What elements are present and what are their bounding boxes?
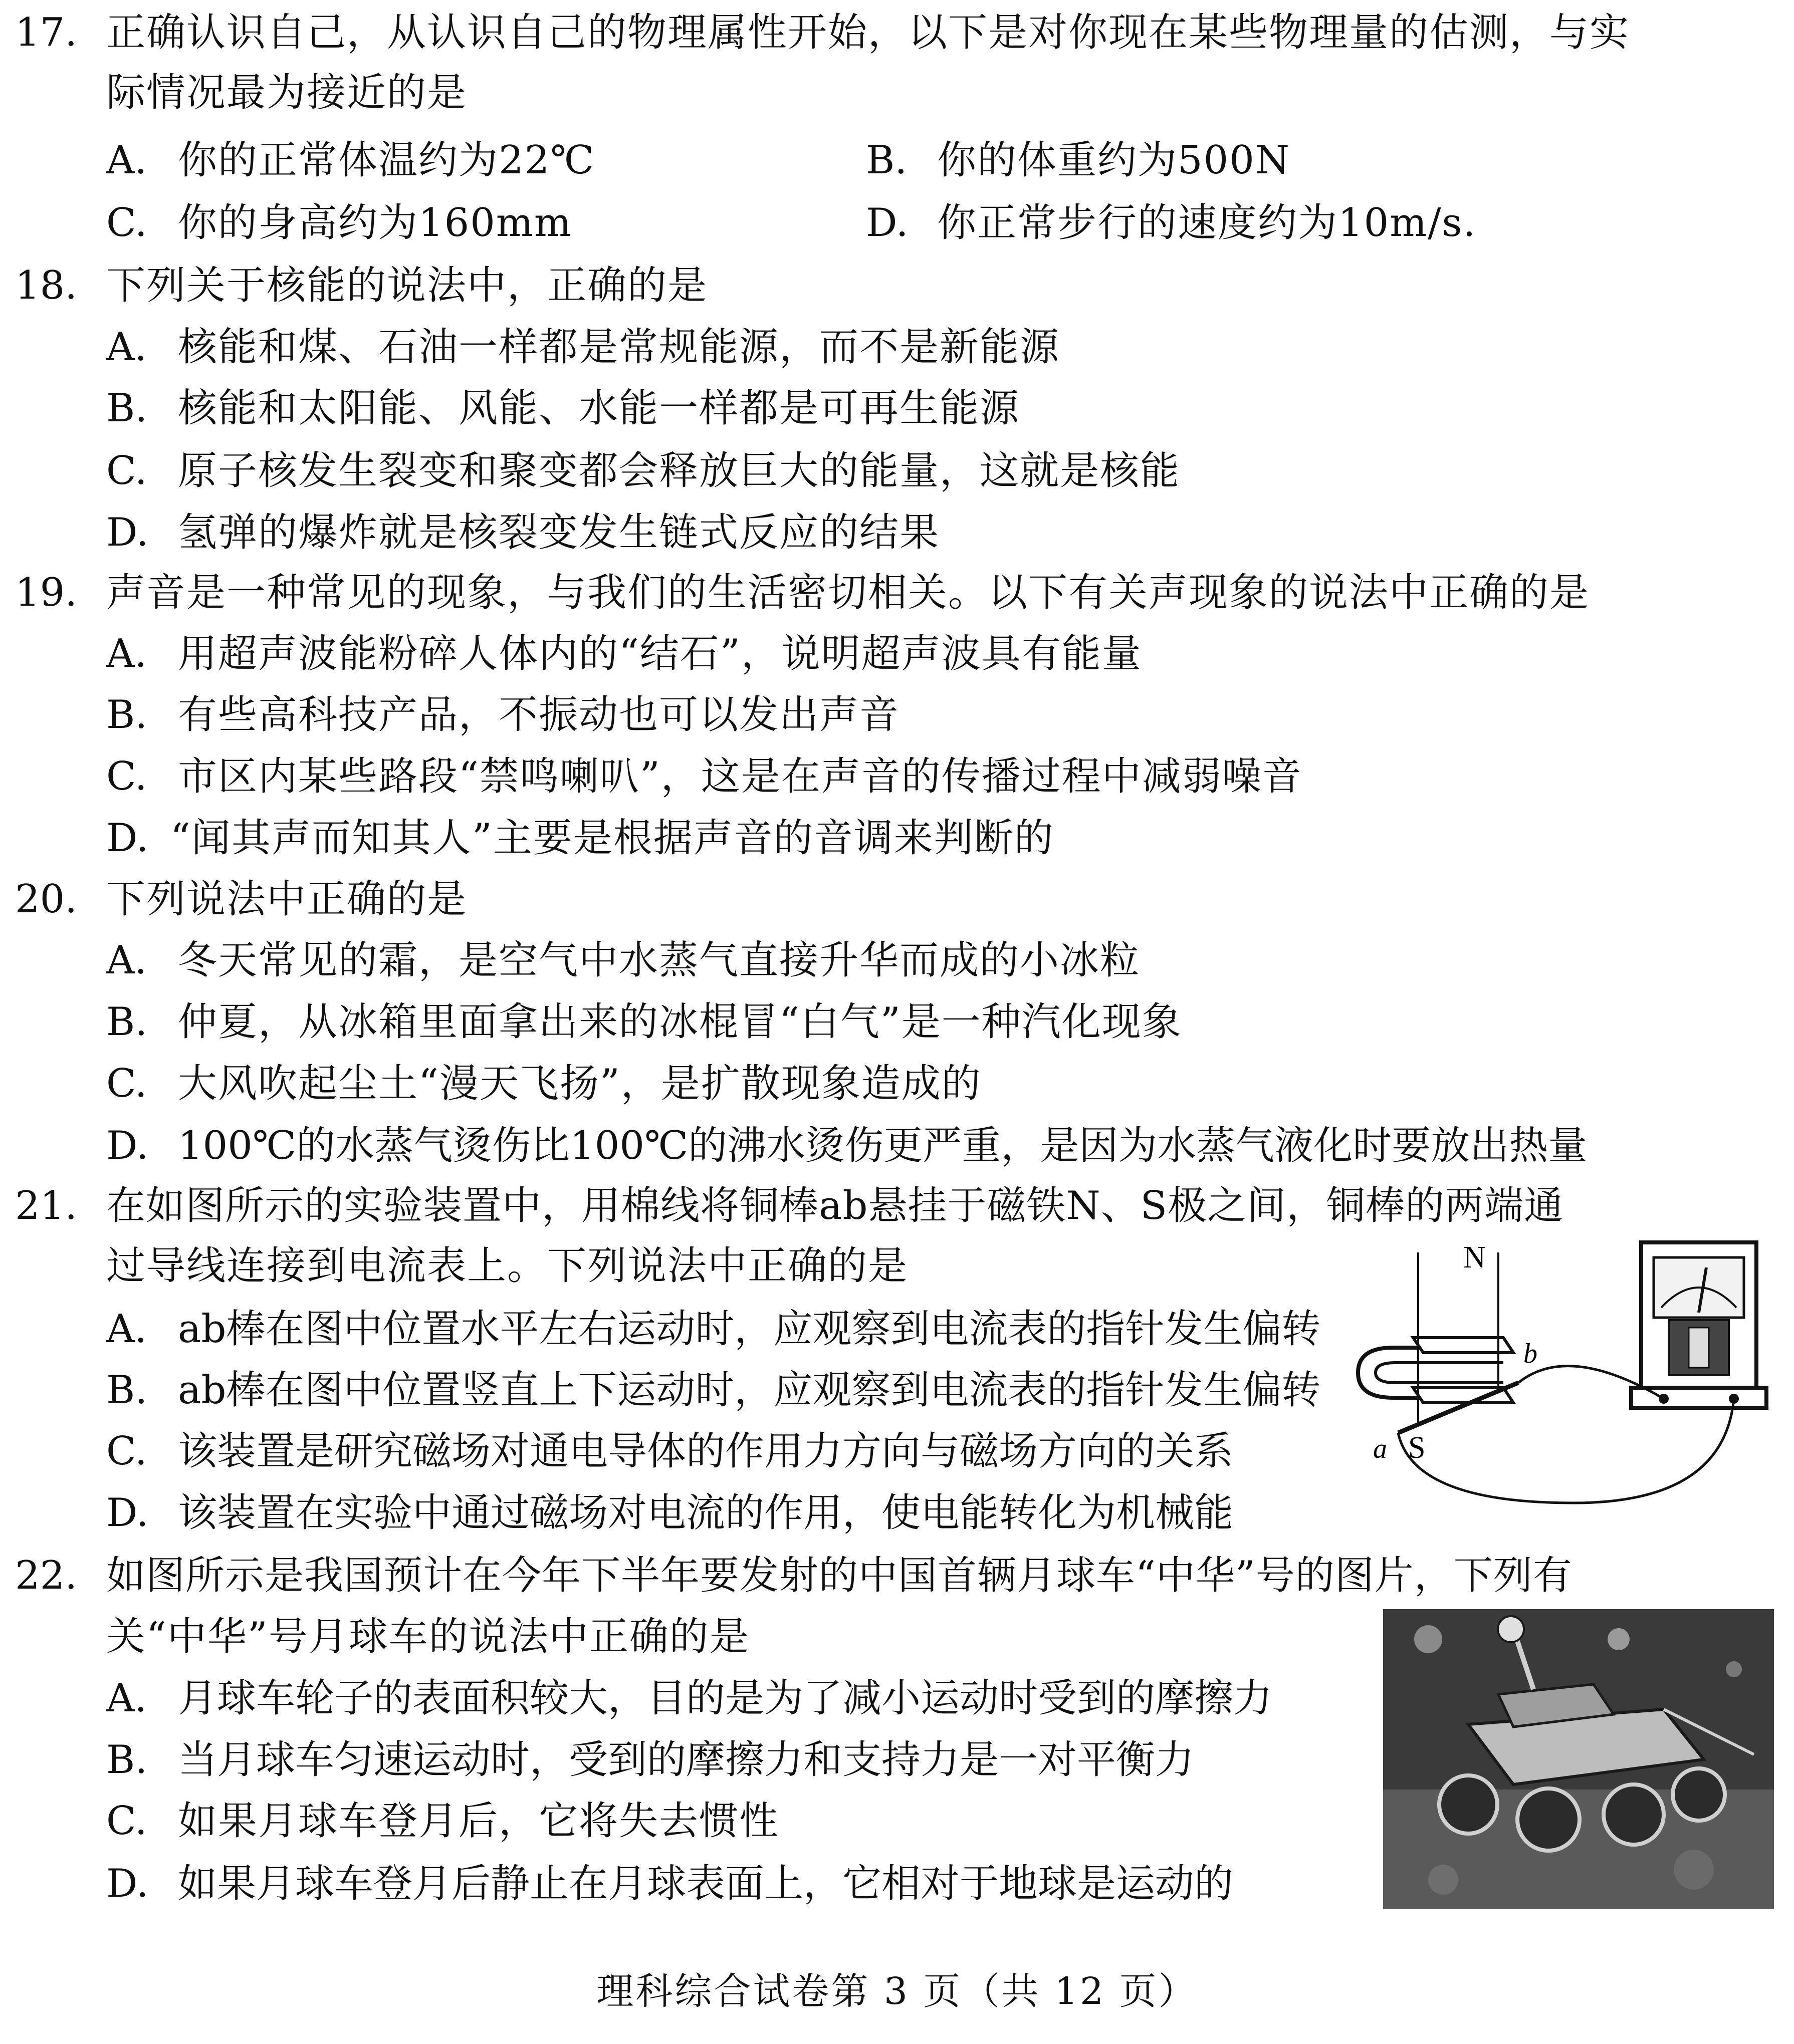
option-text: ab棒在图中位置竖直上下运动时，应观察到电流表的指针发生偏转 (178, 1368, 1321, 1413)
option-letter: B. (106, 999, 148, 1045)
option-text: 有些高科技产品，不振动也可以发出声音 (178, 692, 900, 737)
question-stem-line: 在如图所示的实验装置中，用棉线将铜棒ab悬挂于磁铁N、S极之间，铜棒的两端通 (106, 1183, 1564, 1228)
option-text: 仲夏，从冰箱里面拿出来的冰棍冒“白气”是一种汽化现象 (178, 999, 1182, 1045)
option-text: 你的身高约为160mm (178, 200, 572, 245)
option-text: 市区内某些路段“禁鸣喇叭”，这是在声音的传播过程中减弱噪音 (178, 754, 1302, 799)
option-text: 你的正常体温约为22℃ (178, 138, 595, 183)
option-text: “闻其声而知其人”主要是根据声音的音调来判断的 (170, 816, 1054, 861)
option-letter: D. (106, 1123, 149, 1168)
magnet-n-label: N (1463, 1240, 1486, 1274)
option-text: 氢弹的爆炸就是核裂变发生链式反应的结果 (178, 510, 940, 555)
option-text: 当月球车匀速运动时，受到的摩擦力和支持力是一对平衡力 (178, 1737, 1195, 1782)
option-letter: A. (106, 1676, 147, 1721)
question-number: 21. (15, 1183, 78, 1228)
option-text: 该装置是研究磁场对通电导体的作用力方向与磁场方向的关系 (178, 1429, 1234, 1474)
question-stem-line: 下列关于核能的说法中，正确的是 (106, 263, 708, 308)
magnet-s-label: S (1408, 1431, 1426, 1465)
question-stem-line: 如图所示是我国预计在今年下半年要发射的中国首辆月球车“中华”号的图片，下列有 (106, 1553, 1573, 1598)
lunar-rover-photo (1383, 1609, 1774, 1909)
option-text: 原子核发生裂变和聚变都会释放巨大的能量，这就是核能 (178, 448, 1181, 493)
option-letter: B. (106, 1368, 148, 1413)
question-number: 18. (15, 263, 78, 308)
option-letter: C. (106, 1799, 147, 1844)
option-text: ab棒在图中位置水平左右运动时，应观察到电流表的指针发生偏转 (178, 1307, 1321, 1352)
question-stem-line: 际情况最为接近的是 (106, 70, 468, 115)
page-footer: 理科综合试卷第 3 页（共 12 页） (596, 1970, 1198, 2013)
induction-apparatus-figure (1353, 1222, 1774, 1513)
option-letter: C. (106, 1061, 147, 1106)
option-text: 用超声波能粉碎人体内的“结石”，说明超声波具有能量 (178, 631, 1142, 676)
option-letter: D. (866, 200, 909, 245)
question-stem-line: 声音是一种常见的现象，与我们的生活密切相关。以下有关声现象的说法中正确的是 (106, 570, 1590, 615)
option-letter: B. (106, 386, 148, 431)
option-letter: D. (106, 1490, 149, 1536)
option-text: 你的体重约为500N (937, 138, 1291, 183)
option-letter: B. (106, 1737, 148, 1782)
option-text: 核能和煤、石油一样都是常规能源，而不是新能源 (178, 325, 1060, 370)
rod-end-a-label: a (1373, 1433, 1387, 1464)
option-text: 如果月球车登月后，它将失去惯性 (178, 1799, 780, 1844)
option-letter: A. (106, 138, 147, 183)
option-letter: D. (106, 510, 149, 555)
option-letter: D. (106, 816, 149, 861)
option-letter: A. (106, 938, 147, 983)
question-number: 20. (15, 877, 78, 922)
question-number: 19. (15, 570, 78, 615)
option-letter: B. (866, 138, 908, 183)
option-letter: B. (106, 692, 148, 737)
question-stem-line: 过导线连接到电流表上。下列说法中正确的是 (106, 1243, 909, 1289)
question-number: 17. (15, 10, 78, 55)
question-number: 22. (15, 1553, 78, 1598)
option-text: 该装置在实验中通过磁场对电流的作用，使电能转化为机械能 (178, 1490, 1234, 1536)
option-text: 100℃的水蒸气烫伤比100℃的沸水烫伤更严重，是因为水蒸气液化时要放出热量 (178, 1123, 1588, 1168)
option-text: 你正常步行的速度约为10m/s. (937, 200, 1477, 245)
galvanometer-icon (1631, 1242, 1766, 1408)
option-letter: D. (106, 1861, 149, 1906)
question-stem-line: 正确认识自己，从认识自己的物理属性开始，以下是对你现在某些物理量的估测，与实 (106, 10, 1630, 55)
option-letter: C. (106, 200, 147, 245)
option-letter: A. (106, 1307, 147, 1352)
option-letter: A. (106, 631, 147, 676)
option-letter: A. (106, 325, 147, 370)
rod-end-b-label: b (1523, 1338, 1537, 1369)
option-text: 冬天常见的霜，是空气中水蒸气直接升华而成的小冰粒 (178, 938, 1141, 983)
option-letter: C. (106, 754, 147, 799)
option-letter: C. (106, 1429, 147, 1474)
option-text: 月球车轮子的表面积较大，目的是为了减小运动时受到的摩擦力 (178, 1676, 1273, 1721)
option-letter: C. (106, 448, 147, 493)
option-text: 如果月球车登月后静止在月球表面上，它相对于地球是运动的 (178, 1861, 1234, 1906)
question-stem-line: 下列说法中正确的是 (106, 877, 468, 922)
option-text: 核能和太阳能、风能、水能一样都是可再生能源 (178, 386, 1020, 431)
option-text: 大风吹起尘土“漫天飞扬”，是扩散现象造成的 (178, 1061, 982, 1106)
question-stem-line: 关“中华”号月球车的说法中正确的是 (106, 1614, 750, 1659)
